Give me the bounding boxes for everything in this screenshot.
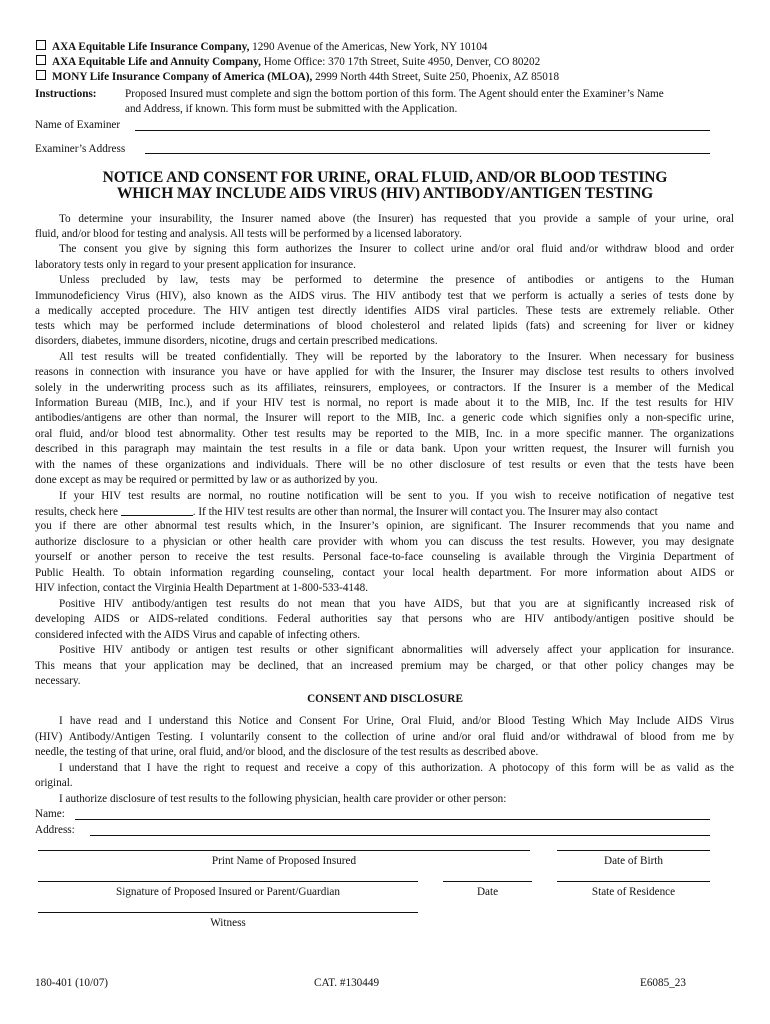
signature-caption: Signature of Proposed Insured or Parent/Guardian xyxy=(115,886,340,898)
state-of-residence-caption: State of Residence xyxy=(591,886,676,898)
disclosure-name-label: Name: xyxy=(35,808,65,820)
body-line: Positive HIV antibody or antigen test results or other significant abnormalities will adversely affect your application for insurance. xyxy=(59,644,734,656)
body-line: authorize disclosure to a physician or other health care provider with whom you can discuss the test results. However, you may designate xyxy=(35,536,734,548)
date-caption: Date xyxy=(476,886,499,898)
body-line: This means that your application may be declined, that an increased premium may be charged, or that other policy changes may be xyxy=(35,660,734,672)
body-line: done except as may be required or permitted by law or as authorized by you. xyxy=(35,474,378,486)
signature-field[interactable] xyxy=(38,881,418,882)
consent-line: original. xyxy=(35,777,73,789)
checkbox-icon[interactable] xyxy=(36,55,46,65)
examiner-address-label: Examiner’s Address xyxy=(35,143,126,155)
body-line: results, check here . If the HIV test results are other than normal, the Insurer will contact you. The Insurer may also contact xyxy=(35,506,658,518)
body-line: oral fluid, and/or blood test abnormality. Other test results may be reported to the MIB, Inc. in a more specific manner. The organizations xyxy=(35,428,734,440)
body-line: considered infected with the AIDS Virus and capable of infecting others. xyxy=(35,629,361,641)
form-code: E6085_23 xyxy=(640,977,686,989)
print-name-field[interactable] xyxy=(38,850,530,851)
body-line: Immunodeficiency Virus (HIV), also known as the AIDS virus. The HIV antibody test that we perform is actually a series of tests done by xyxy=(35,290,734,302)
body-line: necessary. xyxy=(35,675,81,687)
date-field[interactable] xyxy=(443,881,532,882)
disclosure-address-field[interactable] xyxy=(90,835,710,836)
body-line: HIV infection, contact the Virginia Health Department at 1-800-533-4148. xyxy=(35,582,368,594)
negative-results-checkfield[interactable] xyxy=(121,504,193,516)
consent-line: I have read and I understand this Notice and Consent For Urine, Oral Fluid, and/or Blood Testing Which May Include AIDS Virus xyxy=(59,715,734,727)
notice-title-line-1: NOTICE AND CONSENT FOR URINE, ORAL FLUID, AND/OR BLOOD TESTING xyxy=(102,169,668,186)
consent-line: needle, the testing of that urine, oral fluid, and/or blood, and the disclosure of the test results as described above. xyxy=(35,746,539,758)
instructions-text-1: Proposed Insured must complete and sign the bottom portion of this form. The Agent should enter the Examiner’s Name xyxy=(125,88,664,100)
examiner-address-field[interactable] xyxy=(145,153,710,154)
form-number: 180-401 (10/07) xyxy=(35,977,109,989)
notice-title-line-2: WHICH MAY INCLUDE AIDS VIRUS (HIV) ANTIBODY/ANTIGEN TESTING xyxy=(116,185,654,202)
body-line: reasons in connection with insurance you have or have applied for with the Insurer, the Insurer may disclose test results to others involved xyxy=(35,366,734,378)
body-line: with the names of these organizations and individuals. There will be no other disclosure of test results or even that the tests have been xyxy=(35,459,734,471)
examiner-name-label: Name of Examiner xyxy=(35,119,121,131)
date-of-birth-field[interactable] xyxy=(557,850,710,851)
body-line: you if there are other abnormal test results which, in the Insurer’s opinion, are significant. The Insurer recommends that you name and xyxy=(35,520,734,532)
witness-field[interactable] xyxy=(38,912,418,913)
body-line: Public Health. To obtain information regarding counseling, contact your local health department. For more information about AIDS or xyxy=(35,567,734,579)
body-line: If your HIV test results are normal, no routine notification will be sent to you. If you wish to receive notification of negative test xyxy=(59,490,734,502)
consent-line: I understand that I have the right to request and receive a copy of this authorization. A photocopy of this form will be as valid as the xyxy=(59,762,734,774)
disclosure-address-label: Address: xyxy=(35,824,75,836)
examiner-name-field[interactable] xyxy=(135,130,710,131)
body-line: antibodies/antigens are other than normal, the Insurer will report to the MIB, Inc. a generic code which signifies only a non-specific urine, xyxy=(35,412,734,424)
body-line: All test results will be treated confidentially. They will be reported by the laboratory to the Insurer. When necessary for business xyxy=(59,351,734,363)
date-of-birth-caption: Date of Birth xyxy=(603,855,664,867)
body-line: To determine your insurability, the Insurer named above (the Insurer) has requested that you provide a sample of your urine, oral xyxy=(59,213,734,225)
checkbox-icon[interactable] xyxy=(36,40,46,50)
consent-heading: CONSENT AND DISCLOSURE xyxy=(307,693,463,705)
body-line: fluid, and/or blood for testing and analysis. All tests will be performed by a licensed laboratory. xyxy=(35,228,462,240)
catalog-number: CAT. #130449 xyxy=(314,977,380,989)
disclosure-name-field[interactable] xyxy=(75,819,710,820)
body-line: yourself or another person to receive the test results. Personal face-to-face counseling is available through the Virginia Department of xyxy=(35,551,734,563)
body-line: Positive HIV antibody/antigen test results do not mean that you have AIDS, but that you are at significantly increased risk of xyxy=(59,598,734,610)
insurer-option-axa-equitable-life[interactable]: AXA Equitable Life Insurance Company, 1290 Avenue of the Americas, New York, NY 10104 xyxy=(35,40,487,54)
insurer-option-axa-equitable-annuity[interactable]: AXA Equitable Life and Annuity Company, Home Office: 370 17th Street, Suite 4950, Denver, CO 80202 xyxy=(35,55,540,69)
body-line: tests which may be performed include determinations of blood cholesterol and related lipids (fats) and screening for liver or kidney xyxy=(35,320,734,332)
body-line: solely in the underwriting process such as its affiliates, reinsurers, employees, or contractors. If the Insurer is a member of the Medical xyxy=(35,382,734,394)
instructions-label: Instructions: xyxy=(35,88,97,100)
body-line: laboratory tests only in regard to your present application for insurance. xyxy=(35,259,356,271)
witness-caption: Witness xyxy=(210,917,246,929)
insurer-option-mony[interactable]: MONY Life Insurance Company of America (MLOA), 2999 North 44th Street, Suite 250, Phoenix, AZ 85018 xyxy=(35,70,559,84)
body-line: Information Bureau (MIB, Inc.), and if your HIV test is normal, no report is made about it to the MIB, Inc. If the test results for HIV xyxy=(35,397,734,409)
checkbox-icon[interactable] xyxy=(36,70,46,80)
body-line: disorders, diabetes, immune disorders, nicotine, drugs and certain prescribed medications. xyxy=(35,335,438,347)
body-line: a medically accepted procedure. The HIV antigen test directly identifies AIDS viral particles. These tests are extremely reliable. Other xyxy=(35,305,734,317)
body-line: Unless precluded by law, tests may be performed to determine the presence of antibodies or antigens to the Human xyxy=(59,274,734,286)
consent-line: I authorize disclosure of test results to the following physician, health care provider or other person: xyxy=(59,793,507,805)
consent-line: (HIV) Antibody/Antigen Testing. I voluntarily consent to the collection of urine and/or oral fluid and/or withdrawal of blood from me by xyxy=(35,731,734,743)
body-line: The consent you give by signing this form authorizes the Insurer to collect urine and/or oral fluid and/or withdraw blood and order xyxy=(59,243,734,255)
print-name-caption: Print Name of Proposed Insured xyxy=(211,855,357,867)
instructions-text-2: and Address, if known. This form must be submitted with the Application. xyxy=(125,103,458,115)
body-line: developing AIDS or AIDS-related conditions. Federal authorities say that persons who are HIV antibody/antigen positive should be xyxy=(35,613,734,625)
state-of-residence-field[interactable] xyxy=(557,881,710,882)
body-line: described in this paragraph may maintain the test results in a file or data bank. Upon your written request, the Insurer will furnish you xyxy=(35,443,734,455)
